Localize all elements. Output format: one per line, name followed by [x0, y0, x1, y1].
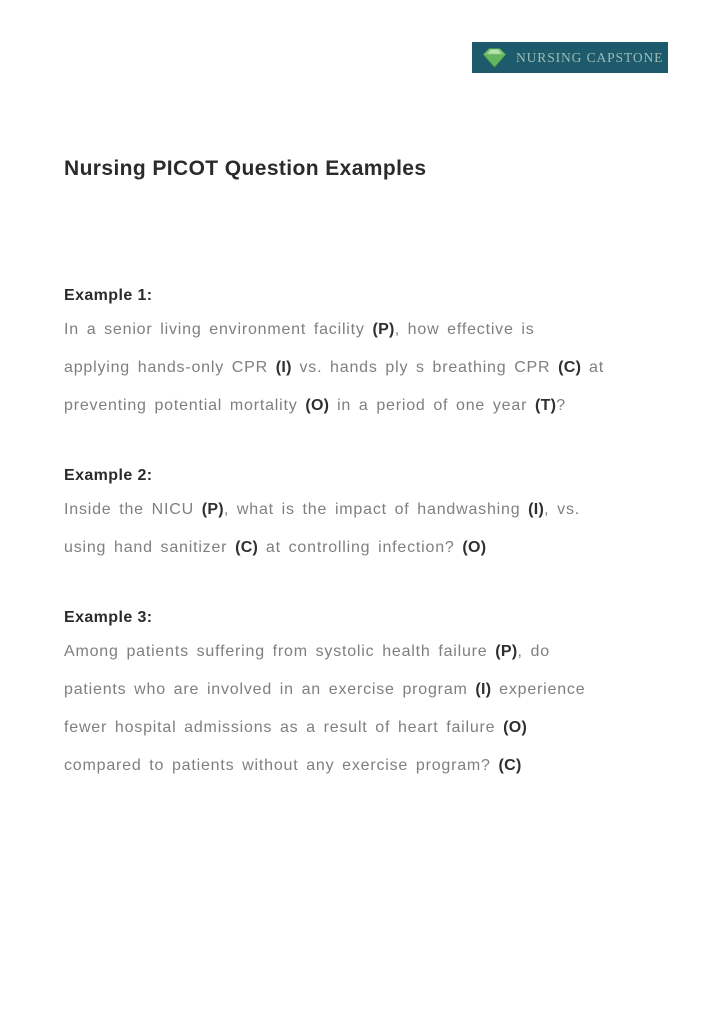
- text-segment: preventing potential mortality: [64, 397, 306, 414]
- example-line: [64, 633, 684, 671]
- text-segment: Inside the NICU: [64, 501, 202, 518]
- text-segment: , what is the impact of handwashing: [223, 501, 529, 518]
- text-segment: at: [581, 359, 604, 376]
- text-segment: experience: [491, 681, 586, 698]
- example-line: [64, 491, 684, 529]
- gem-icon: [481, 46, 508, 69]
- picot-marker: (P): [495, 643, 518, 660]
- examples-list: [64, 286, 684, 826]
- example-block: [64, 466, 684, 567]
- text-segment: compared to patients without any exercise program?: [64, 757, 499, 774]
- example-line: [64, 747, 684, 785]
- text-segment: using hand sanitizer: [64, 539, 236, 556]
- picot-marker: (C): [498, 757, 522, 774]
- page-title: Nursing PICOT Question Examples: [64, 157, 427, 180]
- text-segment: , vs.: [544, 501, 581, 518]
- picot-marker: (I): [528, 501, 545, 518]
- picot-marker: (C): [558, 359, 582, 376]
- nursing-capstone-logo: [472, 42, 668, 73]
- picot-marker: (P): [372, 321, 395, 338]
- example-line: [64, 709, 684, 747]
- picot-marker: (O): [462, 539, 487, 556]
- example-heading: Example 3:: [64, 609, 153, 626]
- example-line: [64, 349, 684, 387]
- example-heading: Example 2:: [64, 467, 153, 484]
- example-line: [64, 671, 684, 709]
- picot-marker: (I): [475, 681, 492, 698]
- example-line: [64, 311, 684, 349]
- text-segment: Among patients suffering from systolic health failure: [64, 643, 496, 660]
- text-segment: patients who are involved in an exercise program: [64, 681, 476, 698]
- text-segment: applying hands-only CPR: [64, 359, 276, 376]
- picot-marker: (T): [534, 397, 557, 414]
- example-line: [64, 529, 684, 567]
- picot-marker: (I): [275, 359, 292, 376]
- text-segment: In a senior living environment facility: [64, 321, 373, 338]
- picot-marker: (C): [235, 539, 259, 556]
- logo-text: NURSING CAPSTONE: [516, 50, 664, 65]
- text-segment: , do: [517, 643, 550, 660]
- text-segment: fewer hospital admissions as a result of heart failure: [64, 719, 504, 736]
- text-segment: vs. hands ply s breathing CPR: [291, 359, 559, 376]
- picot-marker: (O): [503, 719, 528, 736]
- text-segment: , how effective is: [394, 321, 535, 338]
- text-segment: in a period of one year: [329, 397, 535, 414]
- picot-marker: (P): [201, 501, 224, 518]
- text-segment: ?: [556, 397, 566, 414]
- example-block: [64, 286, 684, 425]
- example-line: [64, 387, 684, 425]
- text-segment: at controlling infection?: [258, 539, 463, 556]
- picot-marker: (O): [305, 397, 330, 414]
- example-block: [64, 608, 684, 785]
- example-heading: Example 1:: [64, 287, 153, 304]
